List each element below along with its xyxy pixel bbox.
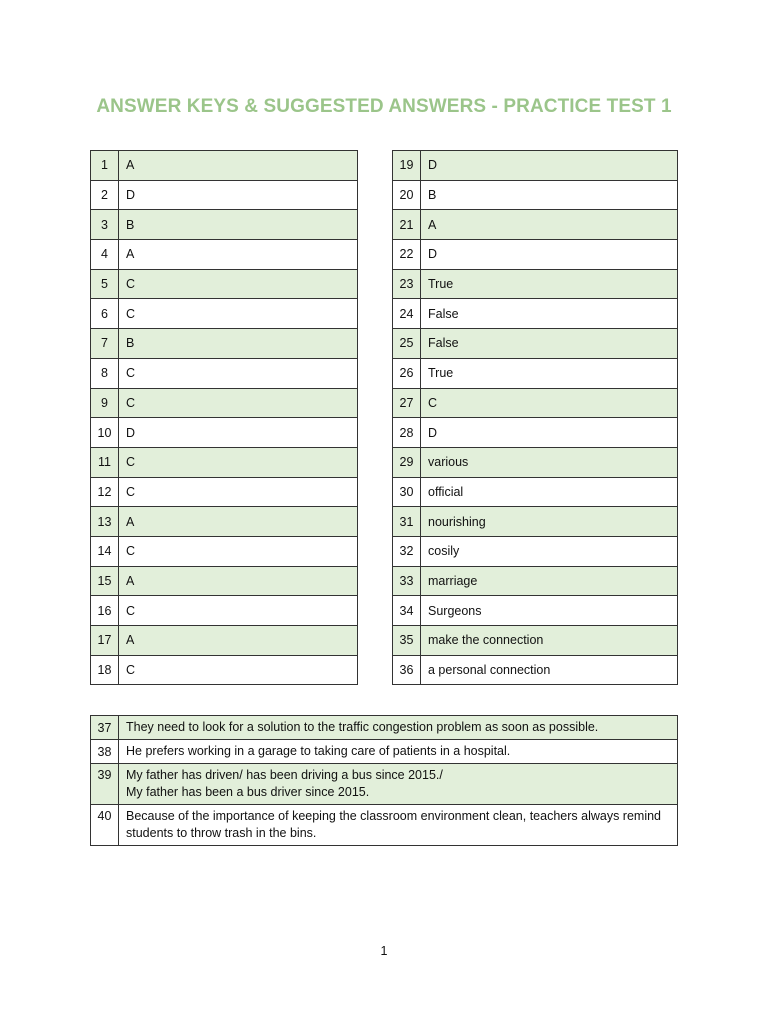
- answer-text: True: [421, 269, 678, 299]
- answer-row: [393, 240, 678, 270]
- answer-text: A: [119, 151, 358, 181]
- answer-text: official: [421, 477, 678, 507]
- question-number: 27: [393, 388, 421, 418]
- question-number: 16: [91, 596, 119, 626]
- answer-key-table-right: [392, 150, 678, 685]
- answer-row: [91, 269, 358, 299]
- question-number: 40: [91, 805, 119, 846]
- question-number: 14: [91, 536, 119, 566]
- answer-row: [393, 447, 678, 477]
- question-number: 2: [91, 180, 119, 210]
- question-number: 32: [393, 536, 421, 566]
- question-number: 15: [91, 566, 119, 596]
- question-number: 11: [91, 447, 119, 477]
- answer-text: C: [119, 477, 358, 507]
- answer-row: [393, 626, 678, 656]
- answer-row: [91, 626, 358, 656]
- answer-text: D: [421, 240, 678, 270]
- suggested-answer-row: [91, 716, 678, 740]
- question-number: 37: [91, 716, 119, 740]
- question-number: 33: [393, 566, 421, 596]
- answer-row: [393, 388, 678, 418]
- answer-text: C: [119, 447, 358, 477]
- answer-text: D: [119, 418, 358, 448]
- answer-text: D: [421, 151, 678, 181]
- answer-text: nourishing: [421, 507, 678, 537]
- answer-row: [91, 477, 358, 507]
- question-number: 4: [91, 240, 119, 270]
- answer-row: [393, 477, 678, 507]
- answer-text: A: [119, 507, 358, 537]
- answer-text: False: [421, 329, 678, 359]
- answer-text: various: [421, 447, 678, 477]
- question-number: 26: [393, 358, 421, 388]
- question-number: 39: [91, 764, 119, 805]
- answer-row: [91, 210, 358, 240]
- answer-row: [91, 596, 358, 626]
- question-number: 5: [91, 269, 119, 299]
- answer-row: [91, 358, 358, 388]
- answer-text: D: [119, 180, 358, 210]
- question-number: 1: [91, 151, 119, 181]
- question-number: 7: [91, 329, 119, 359]
- suggested-answer-line: Because of the importance of keeping the classroom environment clean, teachers always remind students to throw trash in the bins.: [126, 809, 662, 840]
- suggested-answer-text: [119, 805, 678, 846]
- answer-text: Surgeons: [421, 596, 678, 626]
- answer-row: [91, 536, 358, 566]
- answer-text: marriage: [421, 566, 678, 596]
- answer-text: A: [421, 210, 678, 240]
- page-title: ANSWER KEYS & SUGGESTED ANSWERS - PRACTICE TEST 1: [96, 96, 672, 117]
- answer-text: C: [119, 358, 358, 388]
- answer-row: [91, 180, 358, 210]
- answer-text: C: [421, 388, 678, 418]
- answer-row: [393, 299, 678, 329]
- answer-text: C: [119, 536, 358, 566]
- answer-text: C: [119, 596, 358, 626]
- answer-row: [91, 299, 358, 329]
- answer-row: [393, 566, 678, 596]
- answer-text: A: [119, 626, 358, 656]
- answer-row: [393, 180, 678, 210]
- question-number: 29: [393, 447, 421, 477]
- suggested-answer-row: [91, 764, 678, 805]
- answer-row: [393, 358, 678, 388]
- suggested-answer-row: [91, 740, 678, 764]
- suggested-answer-line: He prefers working in a garage to taking care of patients in a hospital.: [126, 744, 511, 758]
- question-number: 30: [393, 477, 421, 507]
- suggested-answers-table: [90, 715, 678, 846]
- answer-text: B: [119, 329, 358, 359]
- answer-text: A: [119, 566, 358, 596]
- question-number: 24: [393, 299, 421, 329]
- question-number: 22: [393, 240, 421, 270]
- answer-row: [91, 151, 358, 181]
- answer-row: [393, 655, 678, 685]
- answer-row: [393, 329, 678, 359]
- answer-text: C: [119, 655, 358, 685]
- question-number: 18: [91, 655, 119, 685]
- answer-row: [91, 240, 358, 270]
- question-number: 8: [91, 358, 119, 388]
- suggested-answer-line: My father has been a bus driver since 2015.: [126, 785, 370, 799]
- answer-row: [393, 269, 678, 299]
- suggested-answer-row: [91, 805, 678, 846]
- answer-text: B: [119, 210, 358, 240]
- answer-row: [393, 596, 678, 626]
- question-number: 25: [393, 329, 421, 359]
- page-number: 1: [380, 944, 388, 958]
- answer-text: D: [421, 418, 678, 448]
- question-number: 6: [91, 299, 119, 329]
- answer-text: make the connection: [421, 626, 678, 656]
- answer-text: C: [119, 269, 358, 299]
- question-number: 35: [393, 626, 421, 656]
- answer-row: [91, 507, 358, 537]
- answer-text: cosily: [421, 536, 678, 566]
- answer-text: C: [119, 299, 358, 329]
- question-number: 20: [393, 180, 421, 210]
- question-number: 19: [393, 151, 421, 181]
- suggested-answer-text: [119, 764, 678, 805]
- answer-row: [393, 210, 678, 240]
- suggested-answer-line: They need to look for a solution to the traffic congestion problem as soon as possible.: [126, 720, 599, 734]
- question-number: 12: [91, 477, 119, 507]
- question-number: 28: [393, 418, 421, 448]
- question-number: 21: [393, 210, 421, 240]
- suggested-answer-text: [119, 716, 678, 740]
- answer-text: A: [119, 240, 358, 270]
- answer-text: a personal connection: [421, 655, 678, 685]
- question-number: 34: [393, 596, 421, 626]
- answer-row: [393, 507, 678, 537]
- answer-row: [91, 566, 358, 596]
- question-number: 36: [393, 655, 421, 685]
- question-number: 23: [393, 269, 421, 299]
- question-number: 17: [91, 626, 119, 656]
- suggested-answer-text: [119, 740, 678, 764]
- answer-row: [91, 655, 358, 685]
- question-number: 13: [91, 507, 119, 537]
- question-number: 3: [91, 210, 119, 240]
- answer-row: [91, 329, 358, 359]
- question-number: 9: [91, 388, 119, 418]
- question-number: 38: [91, 740, 119, 764]
- answer-text: False: [421, 299, 678, 329]
- answer-text: B: [421, 180, 678, 210]
- question-number: 31: [393, 507, 421, 537]
- answer-row: [393, 418, 678, 448]
- answer-row: [393, 536, 678, 566]
- question-number: 10: [91, 418, 119, 448]
- answer-row: [91, 418, 358, 448]
- answer-text: C: [119, 388, 358, 418]
- answer-text: True: [421, 358, 678, 388]
- answer-row: [91, 388, 358, 418]
- answer-row: [91, 447, 358, 477]
- answer-key-table-left: [90, 150, 358, 685]
- answer-row: [393, 151, 678, 181]
- suggested-answer-line: My father has driven/ has been driving a bus since 2015./: [126, 768, 443, 782]
